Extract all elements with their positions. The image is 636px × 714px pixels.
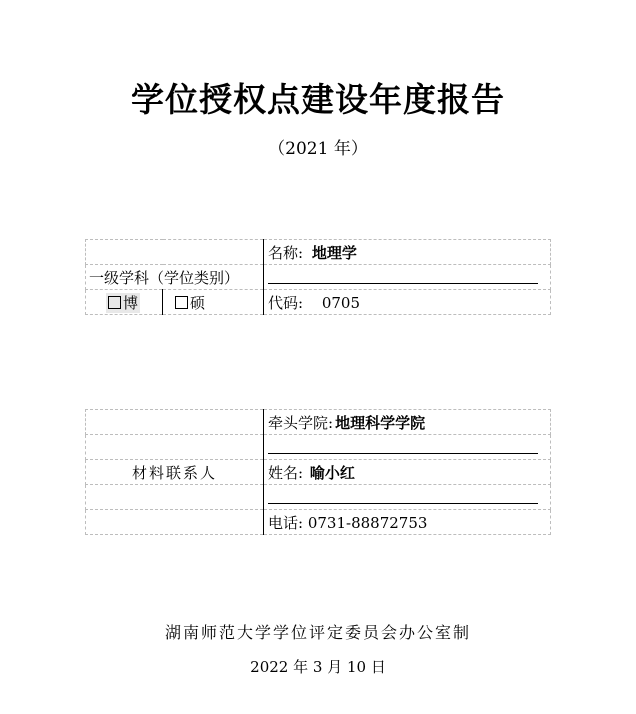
checkbox-icon[interactable] [175, 296, 188, 309]
discipline-name-value: 地理学 [311, 243, 357, 262]
code-value: 0705 [321, 293, 361, 312]
person-cell [264, 460, 551, 485]
person-value: 喻小红 [309, 463, 355, 482]
person-label: 姓名: [268, 463, 304, 482]
master-label: 硕 [190, 293, 206, 312]
issuer-footer: 湖南师范大学学位评定委员会办公室制 [164, 623, 471, 642]
master-option[interactable] [163, 290, 264, 315]
phd-option[interactable] [86, 290, 163, 315]
contact-label: 材料联系人 [131, 463, 217, 482]
school-value: 地理科学学院 [335, 413, 426, 432]
person-underline [268, 503, 538, 504]
school-label: 牵头学院: [268, 413, 334, 432]
discipline-name-label: 名称: [268, 243, 304, 262]
category-label: 一级学科（学位类别） [89, 268, 240, 287]
contact-label-cell [86, 460, 264, 485]
phone-label: 电话: [268, 513, 304, 532]
discipline-name-cell [264, 240, 551, 265]
school-underline [268, 453, 538, 454]
report-year: （2021 年） [268, 139, 368, 159]
name-underline [268, 283, 538, 284]
issue-date: 2022 年 3 月 10 日 [250, 658, 386, 676]
contact-table [85, 409, 551, 535]
school-cell [264, 410, 551, 435]
phd-label: 博 [123, 293, 139, 312]
category-label-cell [86, 265, 264, 290]
phone-value: 0731-88872753 [307, 513, 428, 532]
discipline-code-cell [264, 290, 551, 315]
discipline-table [85, 239, 551, 315]
phone-cell [264, 510, 551, 535]
code-label: 代码: [268, 293, 304, 312]
report-title: 学位授权点建设年度报告 [131, 80, 505, 119]
checkbox-icon[interactable] [108, 296, 121, 309]
